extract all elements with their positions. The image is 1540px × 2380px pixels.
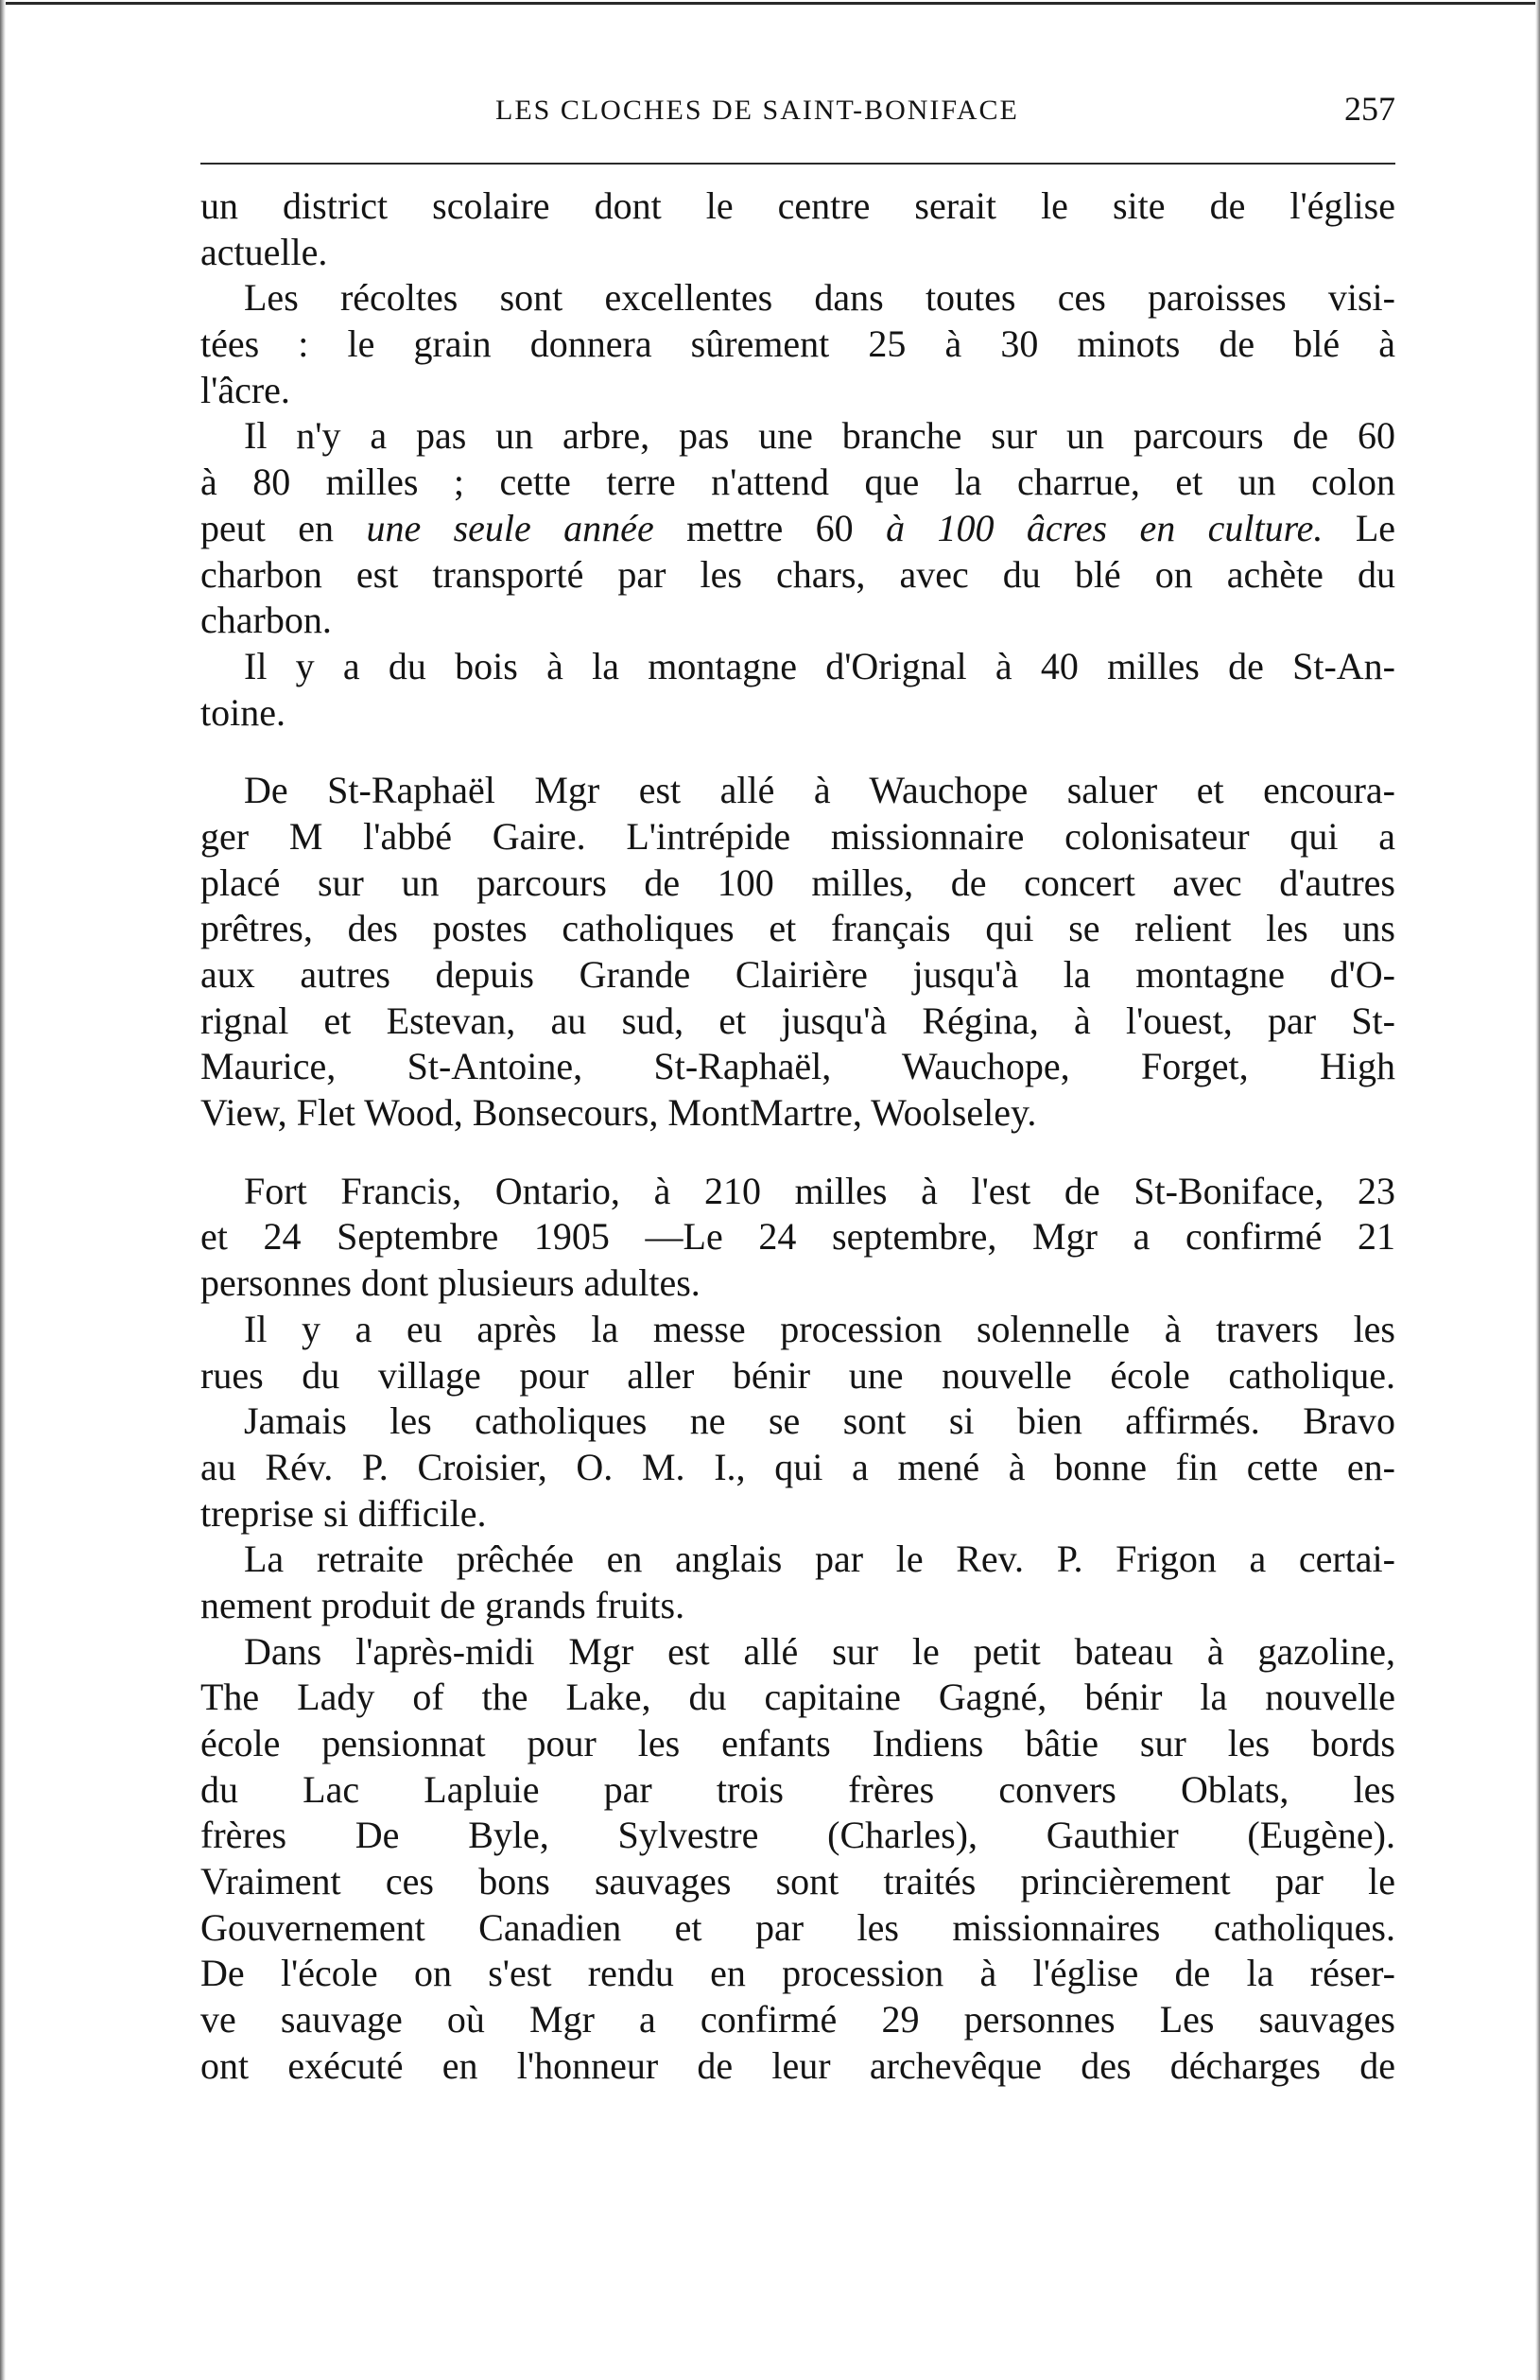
running-header	[200, 89, 1395, 136]
text-line: La retraite prêchée en anglais par le Rev. P. Frigon a certai-	[244, 1537, 1395, 1581]
paragraph	[200, 644, 1395, 736]
text-line: Il n'y a pas un arbre, pas une branche sur un parcours de 60	[244, 414, 1395, 458]
text-line: rues du village pour aller bénir une nouvelle école catholique.	[200, 1353, 1395, 1397]
text-line: Jamais les catholiques ne se sont si bien affirmés. Bravo	[244, 1399, 1395, 1443]
italic-span: une seule année	[366, 506, 654, 549]
text-line: Maurice, St-Antoine, St-Raphaël, Wauchope, Forget, High	[200, 1045, 1395, 1088]
text-line: Dans l'après-midi Mgr est allé sur le petit bateau à gazoline,	[244, 1629, 1395, 1673]
paragraph	[200, 768, 1395, 1137]
text-line: De St-Raphaël Mgr est allé à Wauchope saluer et encoura-	[244, 769, 1395, 812]
text-span: peut en	[200, 506, 335, 549]
italic-span: à 100 âcres en culture.	[886, 506, 1324, 549]
body-text	[200, 183, 1395, 2090]
text-line: treprise si difficile.	[200, 1491, 487, 1535]
paragraph	[200, 1307, 1395, 1398]
text-line: View, Flet Wood, Bonsecours, MontMartre, Woolseley.	[200, 1091, 1037, 1135]
text-line: Fort Francis, Ontario, à 210 milles à l'est de St-Boniface, 23	[244, 1169, 1395, 1212]
text-line: prêtres, des postes catholiques et français qui se relient les uns	[200, 907, 1395, 950]
text-line: et 24 Septembre 1905 —Le 24 septembre, Mgr a confirmé 21	[200, 1215, 1395, 1259]
text-line: tées : le grain donnera sûrement 25 à 30 minots de blé à	[200, 322, 1395, 366]
text-line: Il y a eu après la messe procession solennelle à travers les	[244, 1307, 1395, 1350]
text-line: Gouvernement Canadien et par les missionnaires catholiques.	[200, 1905, 1395, 1949]
text-line: charbon est transporté par les chars, avec du blé on achète du	[200, 552, 1395, 596]
text-line: aux autres depuis Grande Clairière jusqu'à la montagne d'O-	[200, 953, 1395, 996]
text-line: ger M l'abbé Gaire. L'intrépide missionnaire colonisateur qui a	[200, 814, 1395, 858]
page-number: 257	[1344, 90, 1395, 128]
text-line: Il y a du bois à la montagne d'Orignal à 40 milles de St-An-	[244, 644, 1395, 687]
text-line: Vraiment ces bons sauvages sont traités princièrement par le	[200, 1860, 1395, 1903]
header-rule	[200, 163, 1395, 165]
text-line: actuelle.	[200, 230, 328, 273]
text-line: ve sauvage où Mgr a confirmé 29 personnes Les sauvages	[200, 1998, 1395, 2041]
paragraph	[200, 1629, 1395, 2090]
text-line: Les récoltes sont excellentes dans toutes ces paroisses visi-	[244, 276, 1395, 320]
right-page-edge	[1535, 0, 1540, 2380]
text-line: au Rév. P. Croisier, O. M. I., qui a mené à bonne fin cette en-	[200, 1445, 1395, 1488]
text-line: toine.	[200, 690, 286, 734]
running-title: LES CLOCHES DE SAINT-BONIFACE	[495, 95, 1019, 126]
paragraph	[200, 1537, 1395, 1628]
text-line: du Lac Lapluie par trois frères convers Oblats, les	[200, 1767, 1395, 1811]
paragraph-gap	[200, 736, 1395, 768]
text-span: Le	[1355, 506, 1395, 549]
text-line: à 80 milles ; cette terre n'attend que la charrue, et un colon	[200, 460, 1395, 504]
paragraph	[200, 413, 1395, 643]
text-line: charbon.	[200, 599, 332, 642]
paragraph	[200, 183, 1395, 275]
paragraph	[200, 1398, 1395, 1537]
left-page-edge	[0, 0, 6, 2380]
text-span: mettre 60	[686, 506, 854, 549]
text-line: De l'école on s'est rendu en procession à l'église de la réser-	[200, 1952, 1395, 1995]
paragraph-gap	[200, 1137, 1395, 1169]
text-line: un district scolaire dont le centre serait le site de l'église	[200, 184, 1395, 227]
text-line: rignal et Estevan, au sud, et jusqu'à Régina, à l'ouest, par St-	[200, 999, 1395, 1042]
top-page-border	[0, 2, 1540, 5]
text-line: ont exécuté en l'honneur de leur archevêque des décharges de	[200, 2043, 1395, 2087]
text-line: placé sur un parcours de 100 milles, de concert avec d'autres	[200, 860, 1395, 904]
text-line: école pensionnat pour les enfants Indiens bâtie sur les bords	[200, 1722, 1395, 1764]
text-line: The Lady of the Lake, du capitaine Gagné, bénir la nouvelle	[200, 1676, 1395, 1719]
text-line: l'âcre.	[200, 368, 290, 411]
paragraph	[200, 1169, 1395, 1307]
text-line-with-italics	[200, 506, 1395, 552]
paragraph	[200, 275, 1395, 413]
text-line: nement produit de grands fruits.	[200, 1583, 685, 1626]
text-line: personnes dont plusieurs adultes.	[200, 1261, 701, 1305]
text-line: frères De Byle, Sylvestre (Charles), Gauthier (Eugène).	[200, 1814, 1395, 1857]
